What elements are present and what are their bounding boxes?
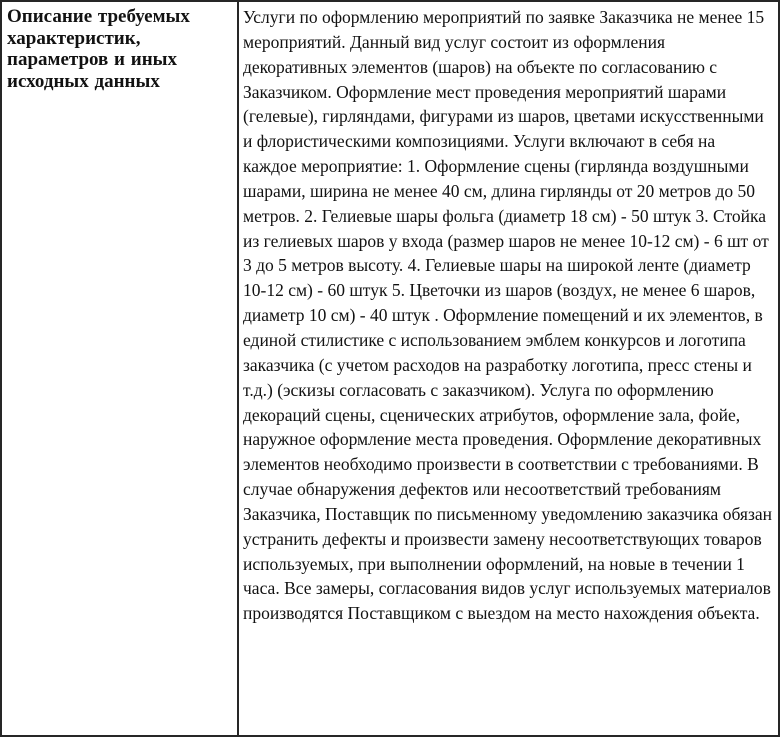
row-value-cell bbox=[239, 2, 778, 735]
row-value-text: Услуги по оформлению мероприятий по заявке Заказчика не менее 15 мероприятий. Данный вид услуг состоит из оформления декоративных элементов (шаров) на объекте по согласованию с Заказчиком. Оформление мест проведения мероприятий шарами (гелевые), гирляндами, фигурами из шаров, цветами искусственными и флористическими композициями. Услуги включают в себя на каждое мероприятие: 1. Оформление сцены (гирлянда воздушными шарами, ширина не менее 40 см, длина гирлянды от 20 метров до 50 метров. 2. Гелиевые шары фольга (диаметр 18 см) - 50 штук 3. Стойка из гелиевых шаров у входа (размер шаров не менее 10-12 см) - 6 шт от 3 до 5 метров высоту. 4. Гелиевые шары на широкой ленте (диаметр 10-12 см) - 60 штук 5. Цветочки из шаров (воздух, не менее 6 шаров, диаметр 10 см) - 40 штук . Оформление помещений и их элементов, в единой стилистике с использованием эмблем конкурсов и логотипа заказчика (с учетом расходов на разработку логотипа, пресс стены и т.д.) (эскизы согласовать с заказчиком). Услуга по оформлению декораций сцены, сценических атрибутов, оформление зала, фойе, наружное оформление места проведения. Оформление декоративных элементов необходимо произвести в соответствии с требованиями. В случае обнаружения дефектов или несоответствий требованиям Заказчика, Поставщик по письменному уведомлению заказчика обязан устранить дефекты и произвести замену несоответствующих товаров используемых, при выполнении оформлений, на новые в течении 1 часа. Все замеры, согласования видов услуг используемых материалов производятся Поставщиком с выездом на место нахождения объекта. bbox=[243, 7, 773, 624]
row-header-label: Описание требуемых характеристик, параметров и иных исходных данных bbox=[7, 6, 190, 93]
row-header-cell bbox=[2, 2, 239, 735]
